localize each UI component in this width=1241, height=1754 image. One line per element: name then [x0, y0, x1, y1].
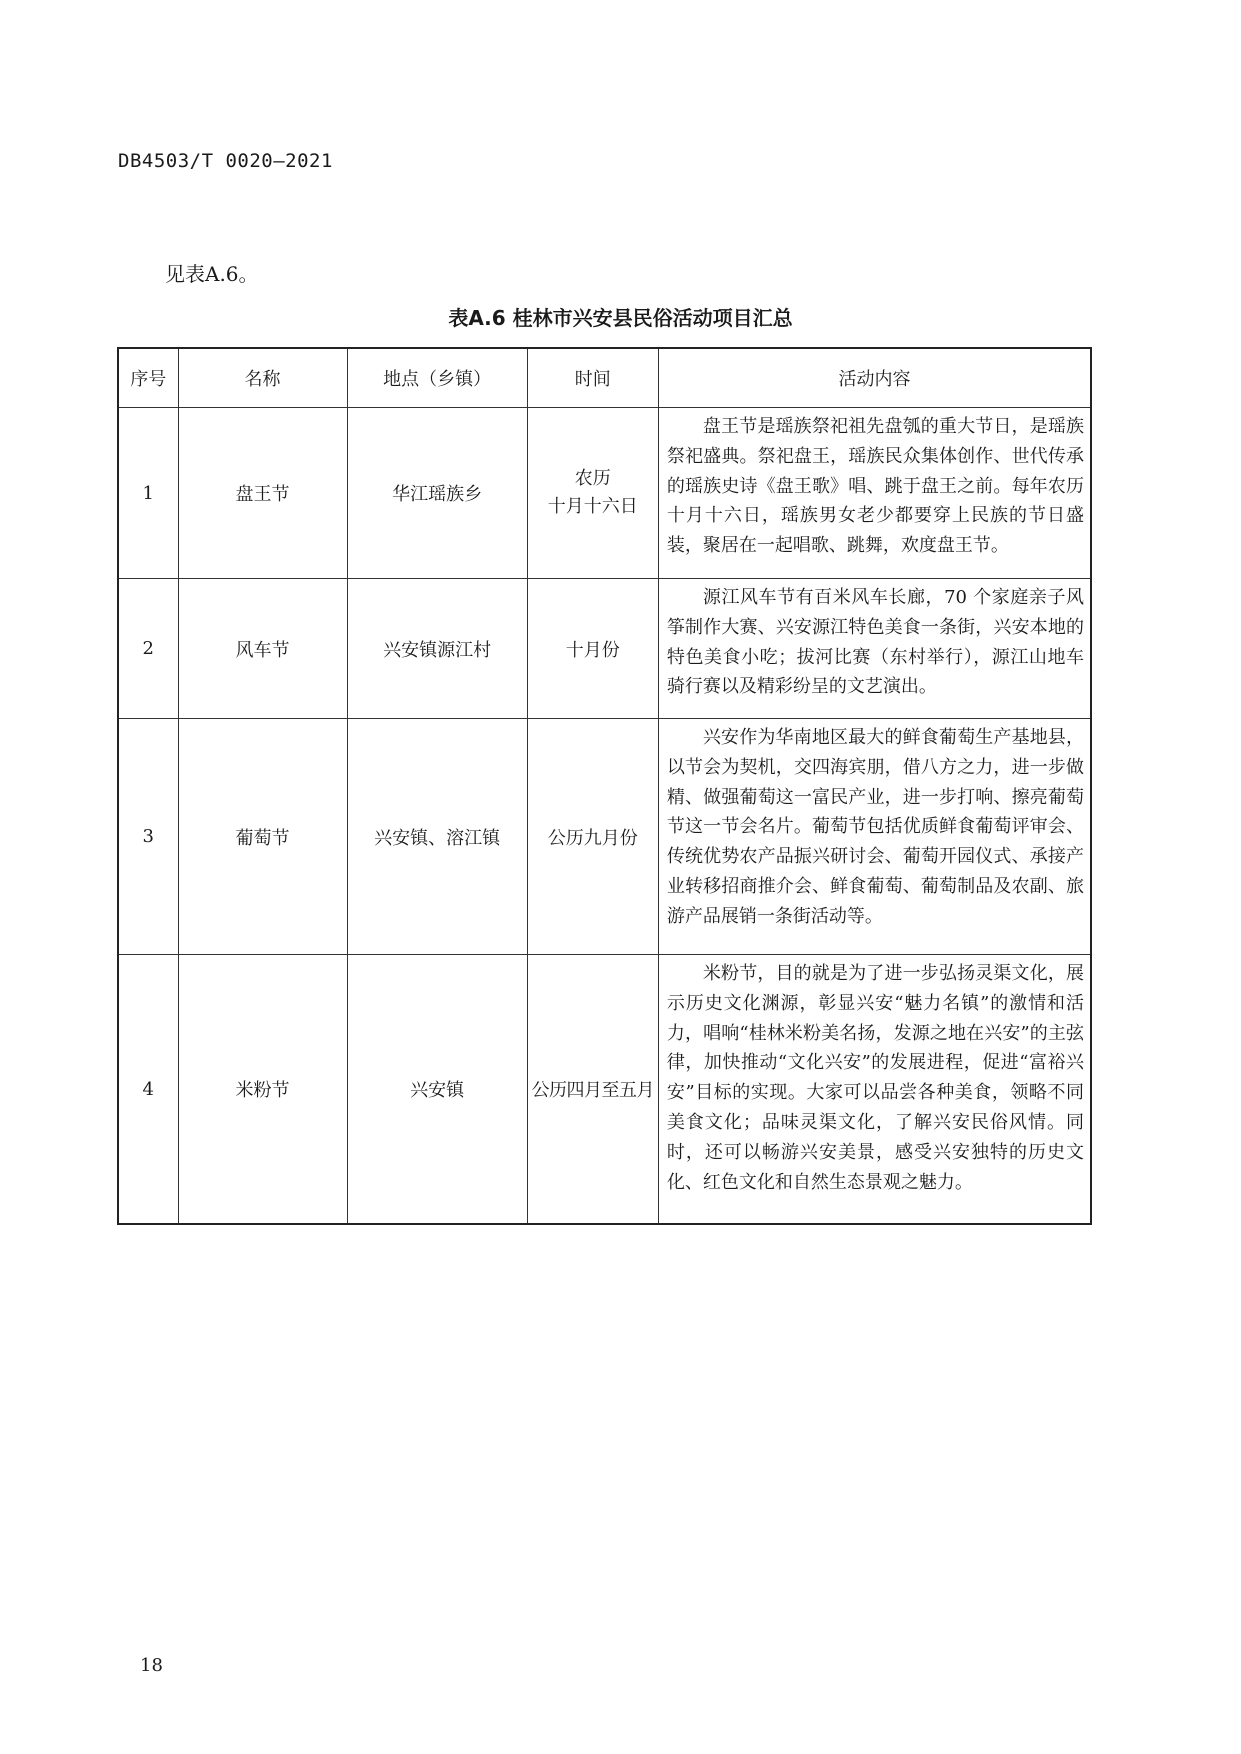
cell-content-text: 源江风车节有百米风车长廊，70 个家庭亲子风筝制作大赛、兴安源江特色美食一条街，兴安本地的特色美食小吃；拔河比赛（东村举行），源江山地车骑行赛以及精彩纷呈的文艺演出。 [666, 587, 1084, 698]
column-header-name: 名称 [178, 348, 347, 408]
cell-name: 盘王节 [178, 408, 347, 579]
cell-content [658, 579, 1091, 719]
cell-index: 4 [118, 955, 178, 1225]
cell-location: 兴安镇、溶江镇 [347, 719, 527, 955]
cell-content [658, 955, 1091, 1225]
cell-index: 2 [118, 579, 178, 719]
folk-activities-table [117, 347, 1092, 1225]
cell-time: 公历九月份 [527, 719, 658, 955]
cell-index: 1 [118, 408, 178, 579]
cell-name: 米粉节 [178, 955, 347, 1225]
table-header-row [118, 348, 1091, 408]
table-row [118, 955, 1091, 1225]
cell-content [658, 408, 1091, 579]
document-code: DB4503/T 0020—2021 [118, 150, 333, 172]
column-header-content: 活动内容 [658, 348, 1091, 408]
cell-index: 3 [118, 719, 178, 955]
cell-location: 华江瑶族乡 [347, 408, 527, 579]
cell-content-text: 兴安作为华南地区最大的鲜食葡萄生产基地县，以节会为契机，交四海宾朋，借八方之力，进一步做精、做强葡萄这一富民产业，进一步打响、擦亮葡萄节这一节会名片。葡萄节包括优质鲜食葡萄评审会、传统优势农产品振兴研讨会、葡萄开园仪式、承接产业转移招商推介会、鲜食葡萄、葡萄制品及农副、旅游产品展销一条街活动等。 [666, 727, 1084, 927]
cell-location: 兴安镇 [347, 955, 527, 1225]
cell-time-line2: 十月十六日 [547, 496, 638, 517]
cell-location: 兴安镇源江村 [347, 579, 527, 719]
column-header-time: 时间 [527, 348, 658, 408]
cell-content-text: 米粉节，目的就是为了进一步弘扬灵渠文化，展示历史文化渊源，彰显兴安“魅力名镇”的激情和活力，唱响“桂林米粉美名扬，发源之地在兴安”的主弦律，加快推动“文化兴安”的发展进程，促进“富裕兴安”目标的实现。大家可以品尝各种美食，领略不同美食文化；品味灵渠文化，了解兴安民俗风情。同时，还可以畅游兴安美景，感受兴安独特的历史文化、红色文化和自然生态景观之魅力。 [666, 963, 1084, 1193]
column-header-location: 地点（乡镇） [347, 348, 527, 408]
cell-time: 公历四月至五月 [527, 955, 658, 1225]
cell-name: 风车节 [178, 579, 347, 719]
intro-text: 见表A.6。 [165, 262, 259, 286]
cell-content [658, 719, 1091, 955]
cell-time [527, 408, 658, 579]
cell-content-text: 盘王节是瑶族祭祀祖先盘瓠的重大节日，是瑶族祭祀盛典。祭祀盘王，瑶族民众集体创作、世代传承的瑶族史诗《盘王歌》唱、跳于盘王之前。每年农历十月十六日，瑶族男女老少都要穿上民族的节日盛装，聚居在一起唱歌、跳舞，欢度盘王节。 [666, 416, 1084, 557]
column-header-index: 序号 [118, 348, 178, 408]
page-number: 18 [140, 1655, 163, 1676]
cell-time: 十月份 [527, 579, 658, 719]
cell-name: 葡萄节 [178, 719, 347, 955]
table-row [118, 408, 1091, 579]
table-row [118, 579, 1091, 719]
table-title: 表A.6 桂林市兴安县民俗活动项目汇总 [448, 306, 793, 330]
cell-time-line1: 农历 [574, 468, 611, 489]
table-row [118, 719, 1091, 955]
